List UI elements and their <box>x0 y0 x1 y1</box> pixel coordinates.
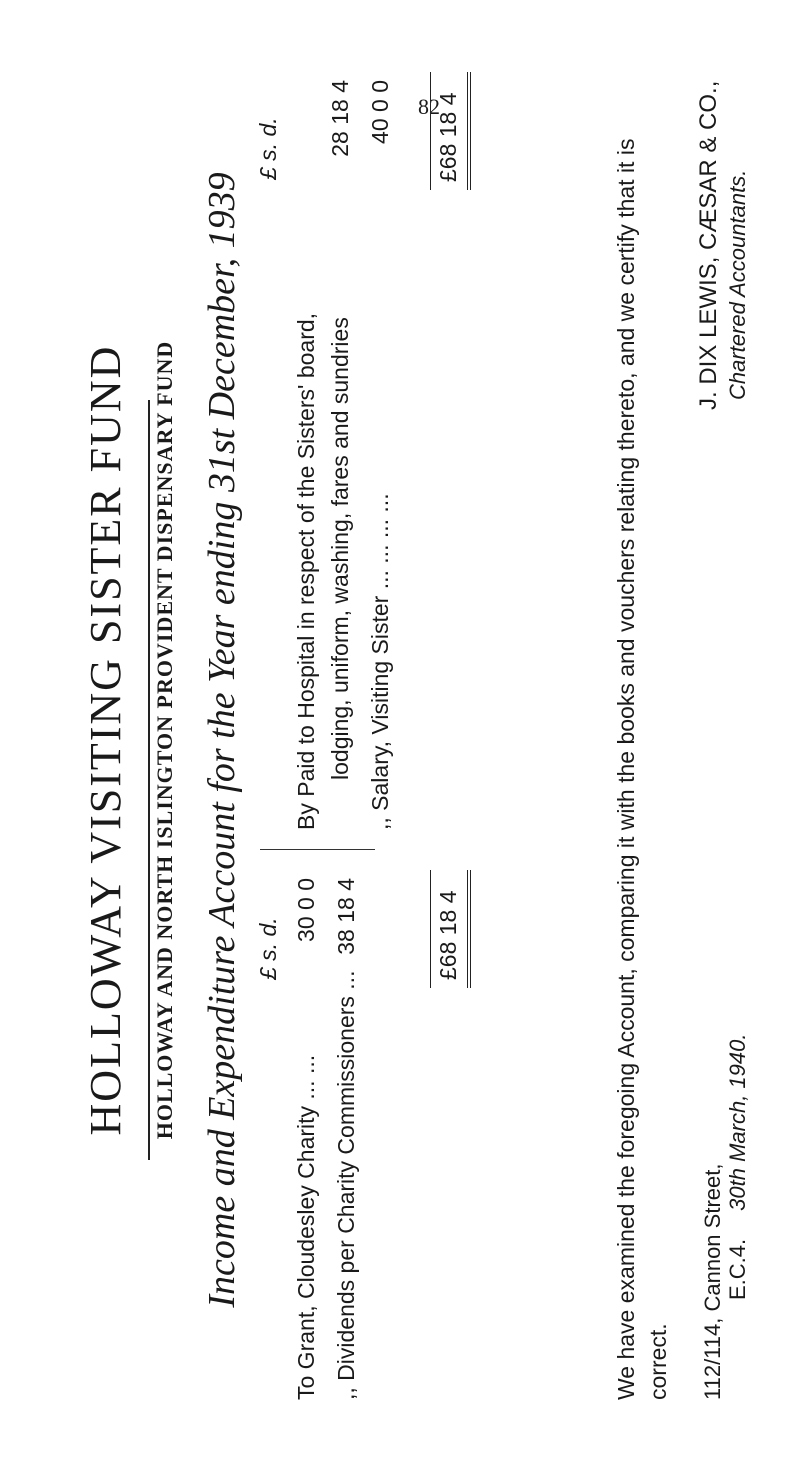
column-divider <box>260 849 375 850</box>
page-number: 82 <box>418 94 440 119</box>
auditor-certificate: We have examined the foregoing Account, comparing it with the books and vouchers relating thereto, and we certify that it is correct. <box>613 138 671 1400</box>
income-row-label: To Grant, Cloudesley Charity ... ... <box>293 1054 319 1400</box>
income-total: £68 18 4 <box>435 890 461 980</box>
expenditure-row-label: ,, Salary, Visiting Sister ... ... ... ... <box>367 493 393 830</box>
expenditure-row-amount: 40 0 0 <box>367 80 393 144</box>
income-total-rule <box>430 870 431 988</box>
expenditure-total: £68 18 4 <box>435 92 461 182</box>
expenditure-total-double-rule <box>467 72 471 190</box>
address-line-1: 112/114, Cannon Street, <box>700 1163 725 1400</box>
expenditure-currency-header: £ s. d. <box>255 117 281 180</box>
title-rule <box>148 400 150 1160</box>
account-sheet <box>70 40 770 1440</box>
address-line-2: E.C.4. <box>725 1238 750 1300</box>
income-total-double-rule <box>467 870 471 988</box>
expenditure-row-amount: 28 18 4 <box>327 80 353 157</box>
expenditure-row-label: By Paid to Hospital in respect of the Sisters' board, <box>293 312 319 830</box>
auditor-firm: J. DIX LEWIS, CÆSAR & CO., <box>695 80 722 410</box>
account-title: Income and Expenditure Account for the Year ending 31st December, 1939 <box>201 172 243 1308</box>
income-row-label: ,, Dividends per Charity Commissioners ... <box>333 970 359 1400</box>
expenditure-row-label: lodging, uniform, washing, fares and sundries <box>327 317 353 780</box>
certificate-date <box>725 1034 751 1300</box>
date-text: 30th March, 1940. <box>725 1033 750 1211</box>
fund-subtitle: HOLLOWAY AND NORTH ISLINGTON PROVIDENT DISPENSARY FUND <box>152 340 177 1140</box>
fund-title: HOLLOWAY VISITING SISTER FUND <box>81 344 130 1136</box>
income-currency-header: £ s. d. <box>255 917 281 980</box>
auditor-role: Chartered Accountants. <box>725 169 750 400</box>
income-row-amount: 30 0 0 <box>293 878 319 942</box>
expenditure-total-rule <box>430 72 431 190</box>
income-row-amount: 38 18 4 <box>333 878 359 955</box>
